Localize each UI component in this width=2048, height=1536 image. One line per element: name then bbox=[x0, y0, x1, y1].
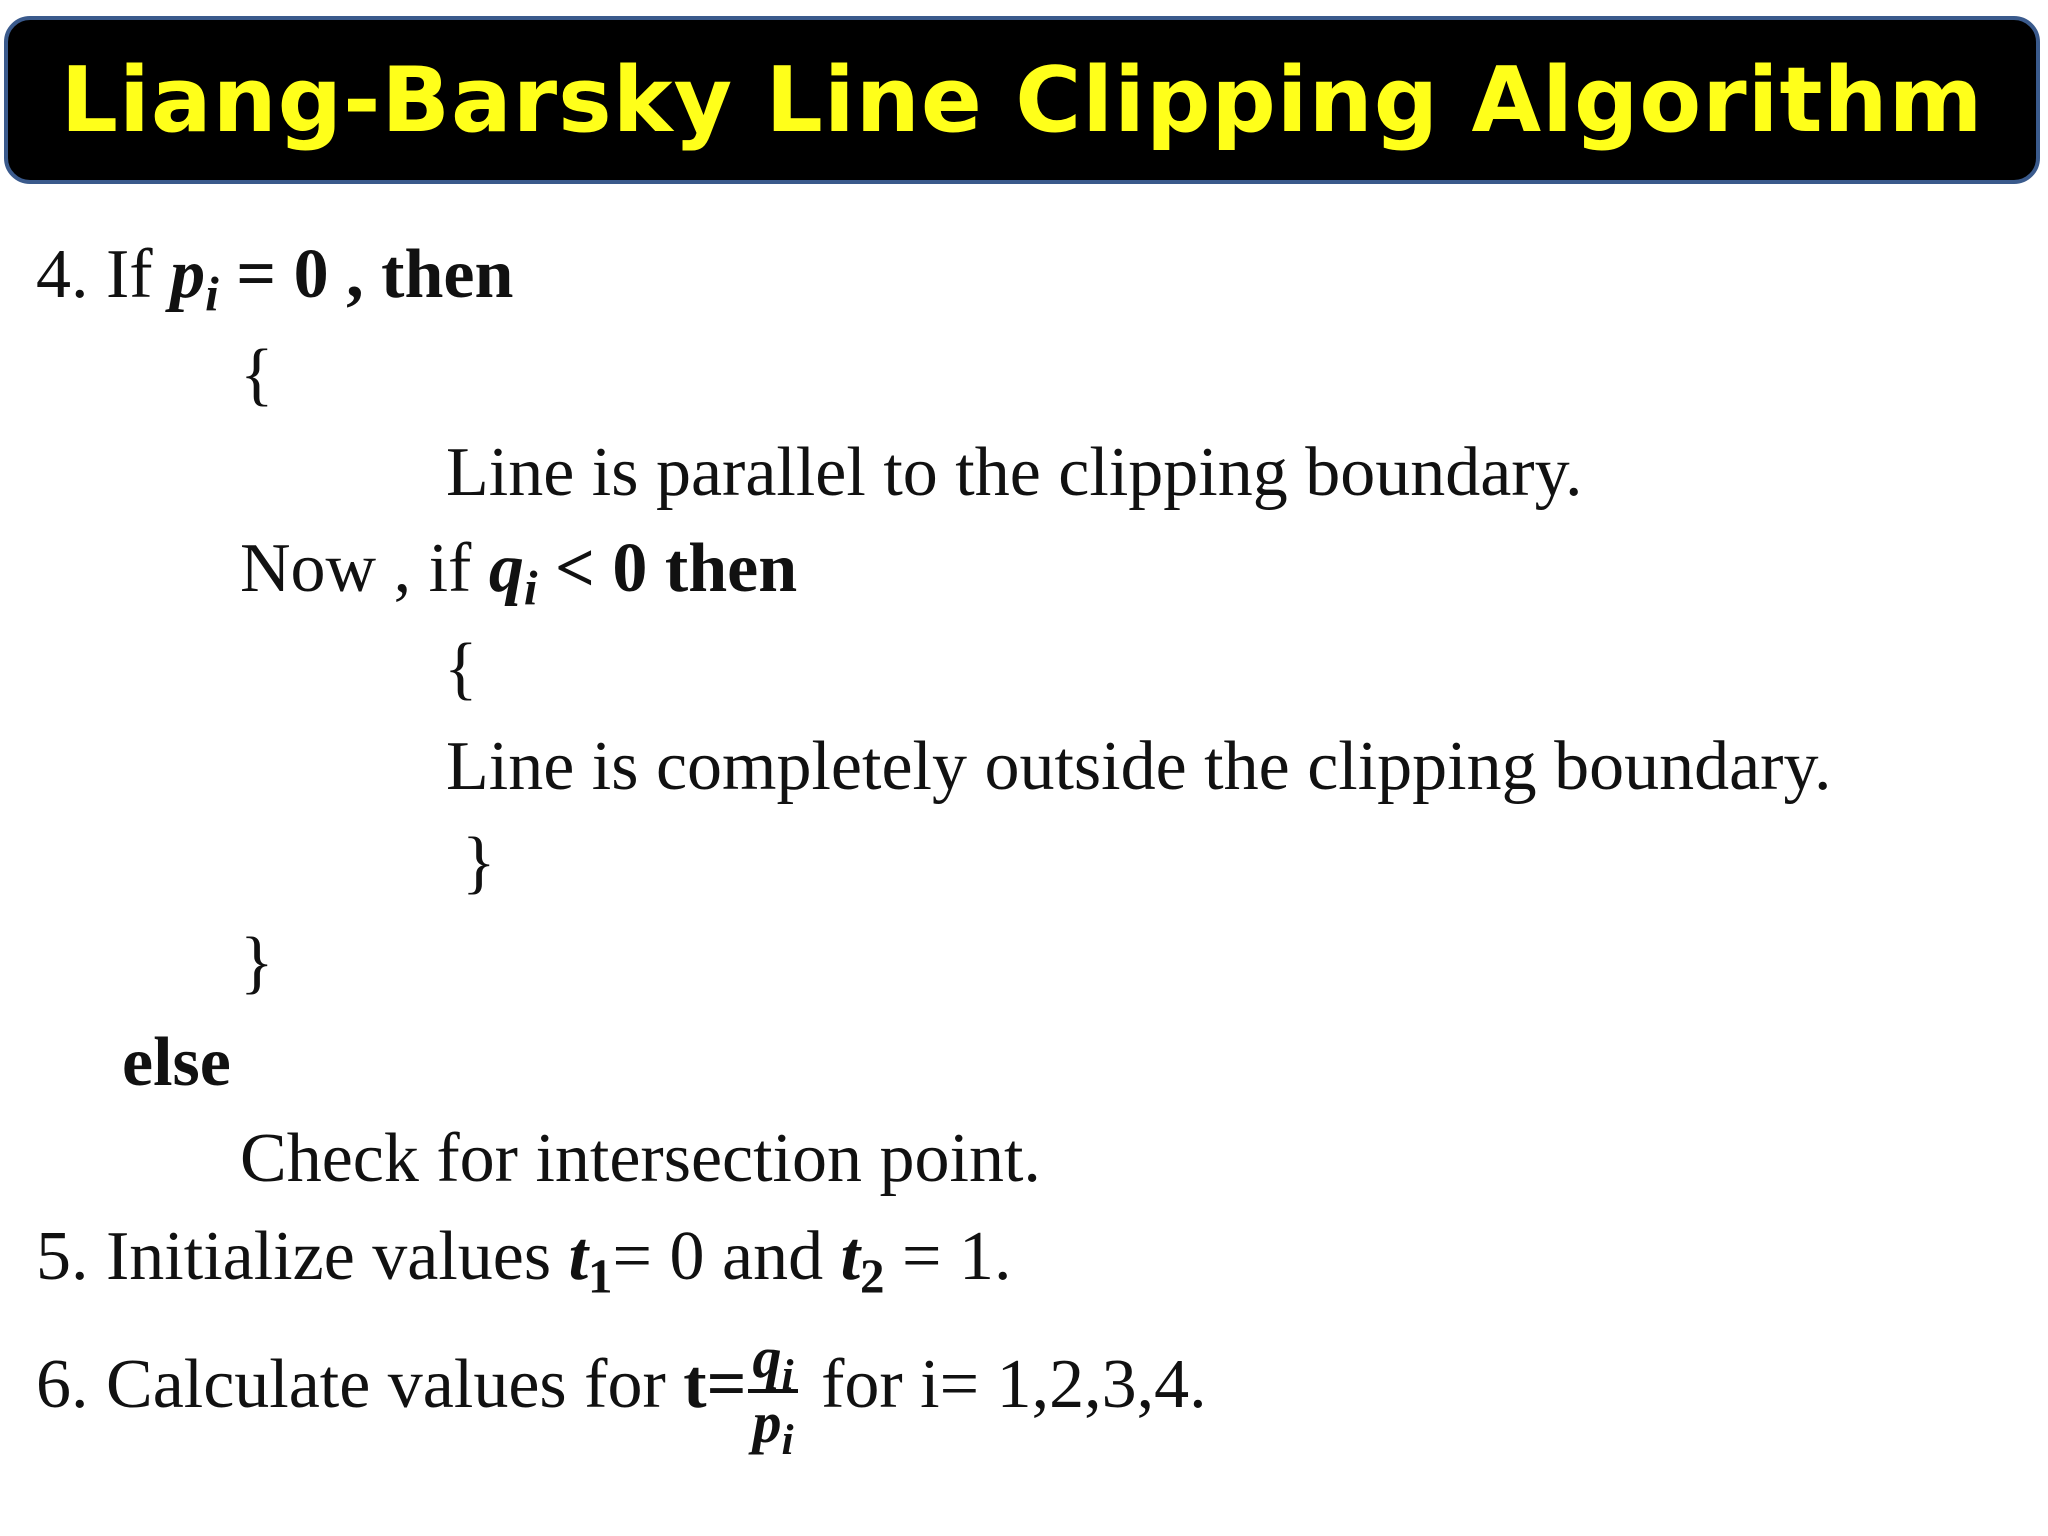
now-if-line bbox=[240, 530, 798, 616]
inner-close-brace: } bbox=[462, 824, 496, 901]
step-6-line bbox=[36, 1325, 1207, 1465]
outer-close-brace: } bbox=[240, 924, 274, 1001]
t2-variable: t bbox=[840, 1218, 861, 1295]
t2-subscript: 2 bbox=[860, 1248, 885, 1304]
denominator-subscript: i bbox=[781, 1416, 794, 1465]
step-4-line bbox=[36, 236, 514, 322]
inner-open-brace: { bbox=[444, 630, 478, 707]
numerator-variable: q bbox=[752, 1325, 782, 1390]
outside-line-text: Line is completely outside the clipping boundary. bbox=[446, 728, 1832, 805]
title-banner bbox=[4, 16, 2040, 184]
q-subscript: i bbox=[523, 560, 538, 616]
now-if-condition: < 0 then bbox=[537, 530, 798, 607]
t1-rest: = 0 and bbox=[612, 1218, 841, 1295]
p-variable: p bbox=[170, 236, 206, 313]
else-keyword: else bbox=[122, 1024, 231, 1101]
p-subscript: i bbox=[205, 266, 219, 322]
t2-rest: = 1. bbox=[884, 1218, 1012, 1295]
fraction-denominator bbox=[748, 1389, 797, 1465]
t1-variable: t bbox=[568, 1218, 589, 1295]
step-6-prefix: 6. Calculate values for bbox=[36, 1345, 684, 1423]
fraction-numerator bbox=[748, 1325, 797, 1400]
q-variable: q bbox=[488, 530, 524, 607]
step-6-suffix: for i= 1,2,3,4. bbox=[803, 1345, 1207, 1423]
step-5-line bbox=[36, 1218, 1012, 1304]
numerator-subscript: i bbox=[781, 1351, 794, 1400]
t1-subscript: 1 bbox=[588, 1248, 613, 1304]
now-if-prefix: Now , if bbox=[240, 530, 489, 607]
outer-open-brace: { bbox=[240, 336, 274, 413]
step-4-condition: = 0 , then bbox=[218, 236, 514, 313]
t-equals: t= bbox=[683, 1345, 747, 1423]
step-4-prefix: 4. If bbox=[36, 236, 171, 313]
step-5-prefix: 5. Initialize values bbox=[36, 1218, 569, 1295]
slide-title: Liang-Barsky Line Clipping Algorithm bbox=[60, 47, 1984, 153]
q-over-p-fraction bbox=[748, 1325, 797, 1465]
parallel-line-text: Line is parallel to the clipping boundary. bbox=[446, 434, 1583, 511]
denominator-variable: p bbox=[752, 1389, 782, 1455]
check-intersection-text: Check for intersection point. bbox=[240, 1120, 1041, 1197]
